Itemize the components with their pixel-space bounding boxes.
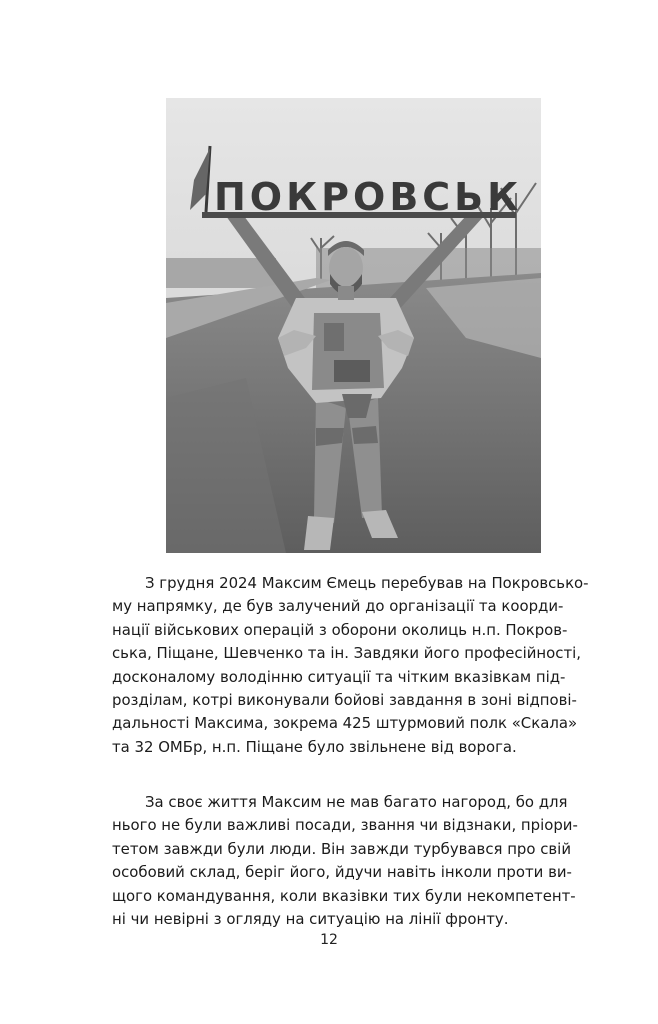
- paragraph-line: та 32 ОМБр, н.п. Піщане було звільнене від ворога.: [112, 737, 517, 756]
- paragraph-line: нього не були важливі посади, звання чи відзнаки, пріори-: [112, 816, 578, 835]
- paragraph-line: досконалому володінню ситуації та чітким вказівкам під-: [112, 667, 566, 686]
- photo-soldier-at-pokrovsk-sign: [166, 98, 541, 553]
- paragraph-line: розділам, котрі виконували бойові завдання в зоні відпові-: [112, 691, 577, 710]
- paragraph-2: [112, 791, 578, 931]
- paragraph-line: особовий склад, беріг його, йдучи навіть інколи проти ви-: [112, 863, 572, 882]
- paragraph-line: му напрямку, де був залучений до організації та коорди-: [112, 597, 564, 616]
- page-number: 12: [320, 932, 338, 948]
- sign-letters: ПОКРОВСЬК: [214, 175, 523, 219]
- paragraph-line: З грудня 2024 Максим Ємець перебував на Покровсько-: [145, 574, 589, 592]
- paragraph-1: [112, 572, 589, 759]
- paragraph-line: ська, Піщане, Шевченко та ін. Завдяки його професійності,: [112, 644, 581, 663]
- paragraph-line: тетом завжди були люди. Він завжди турбувався про свій: [112, 839, 571, 858]
- paragraph-line: ні чи невірні з огляду на ситуацію на лінії фронту.: [112, 910, 509, 929]
- paragraph-line: щого командування, коли вказівки тих були некомпетент-: [112, 886, 576, 905]
- paragraph-line: нації військових операцій з оборони околиць н.п. Покров-: [112, 620, 568, 639]
- paragraph-line: За своє життя Максим не мав багато нагород, бо для: [145, 793, 568, 811]
- paragraph-line: дальності Максима, зокрема 425 штурмовий полк «Скала»: [112, 714, 578, 733]
